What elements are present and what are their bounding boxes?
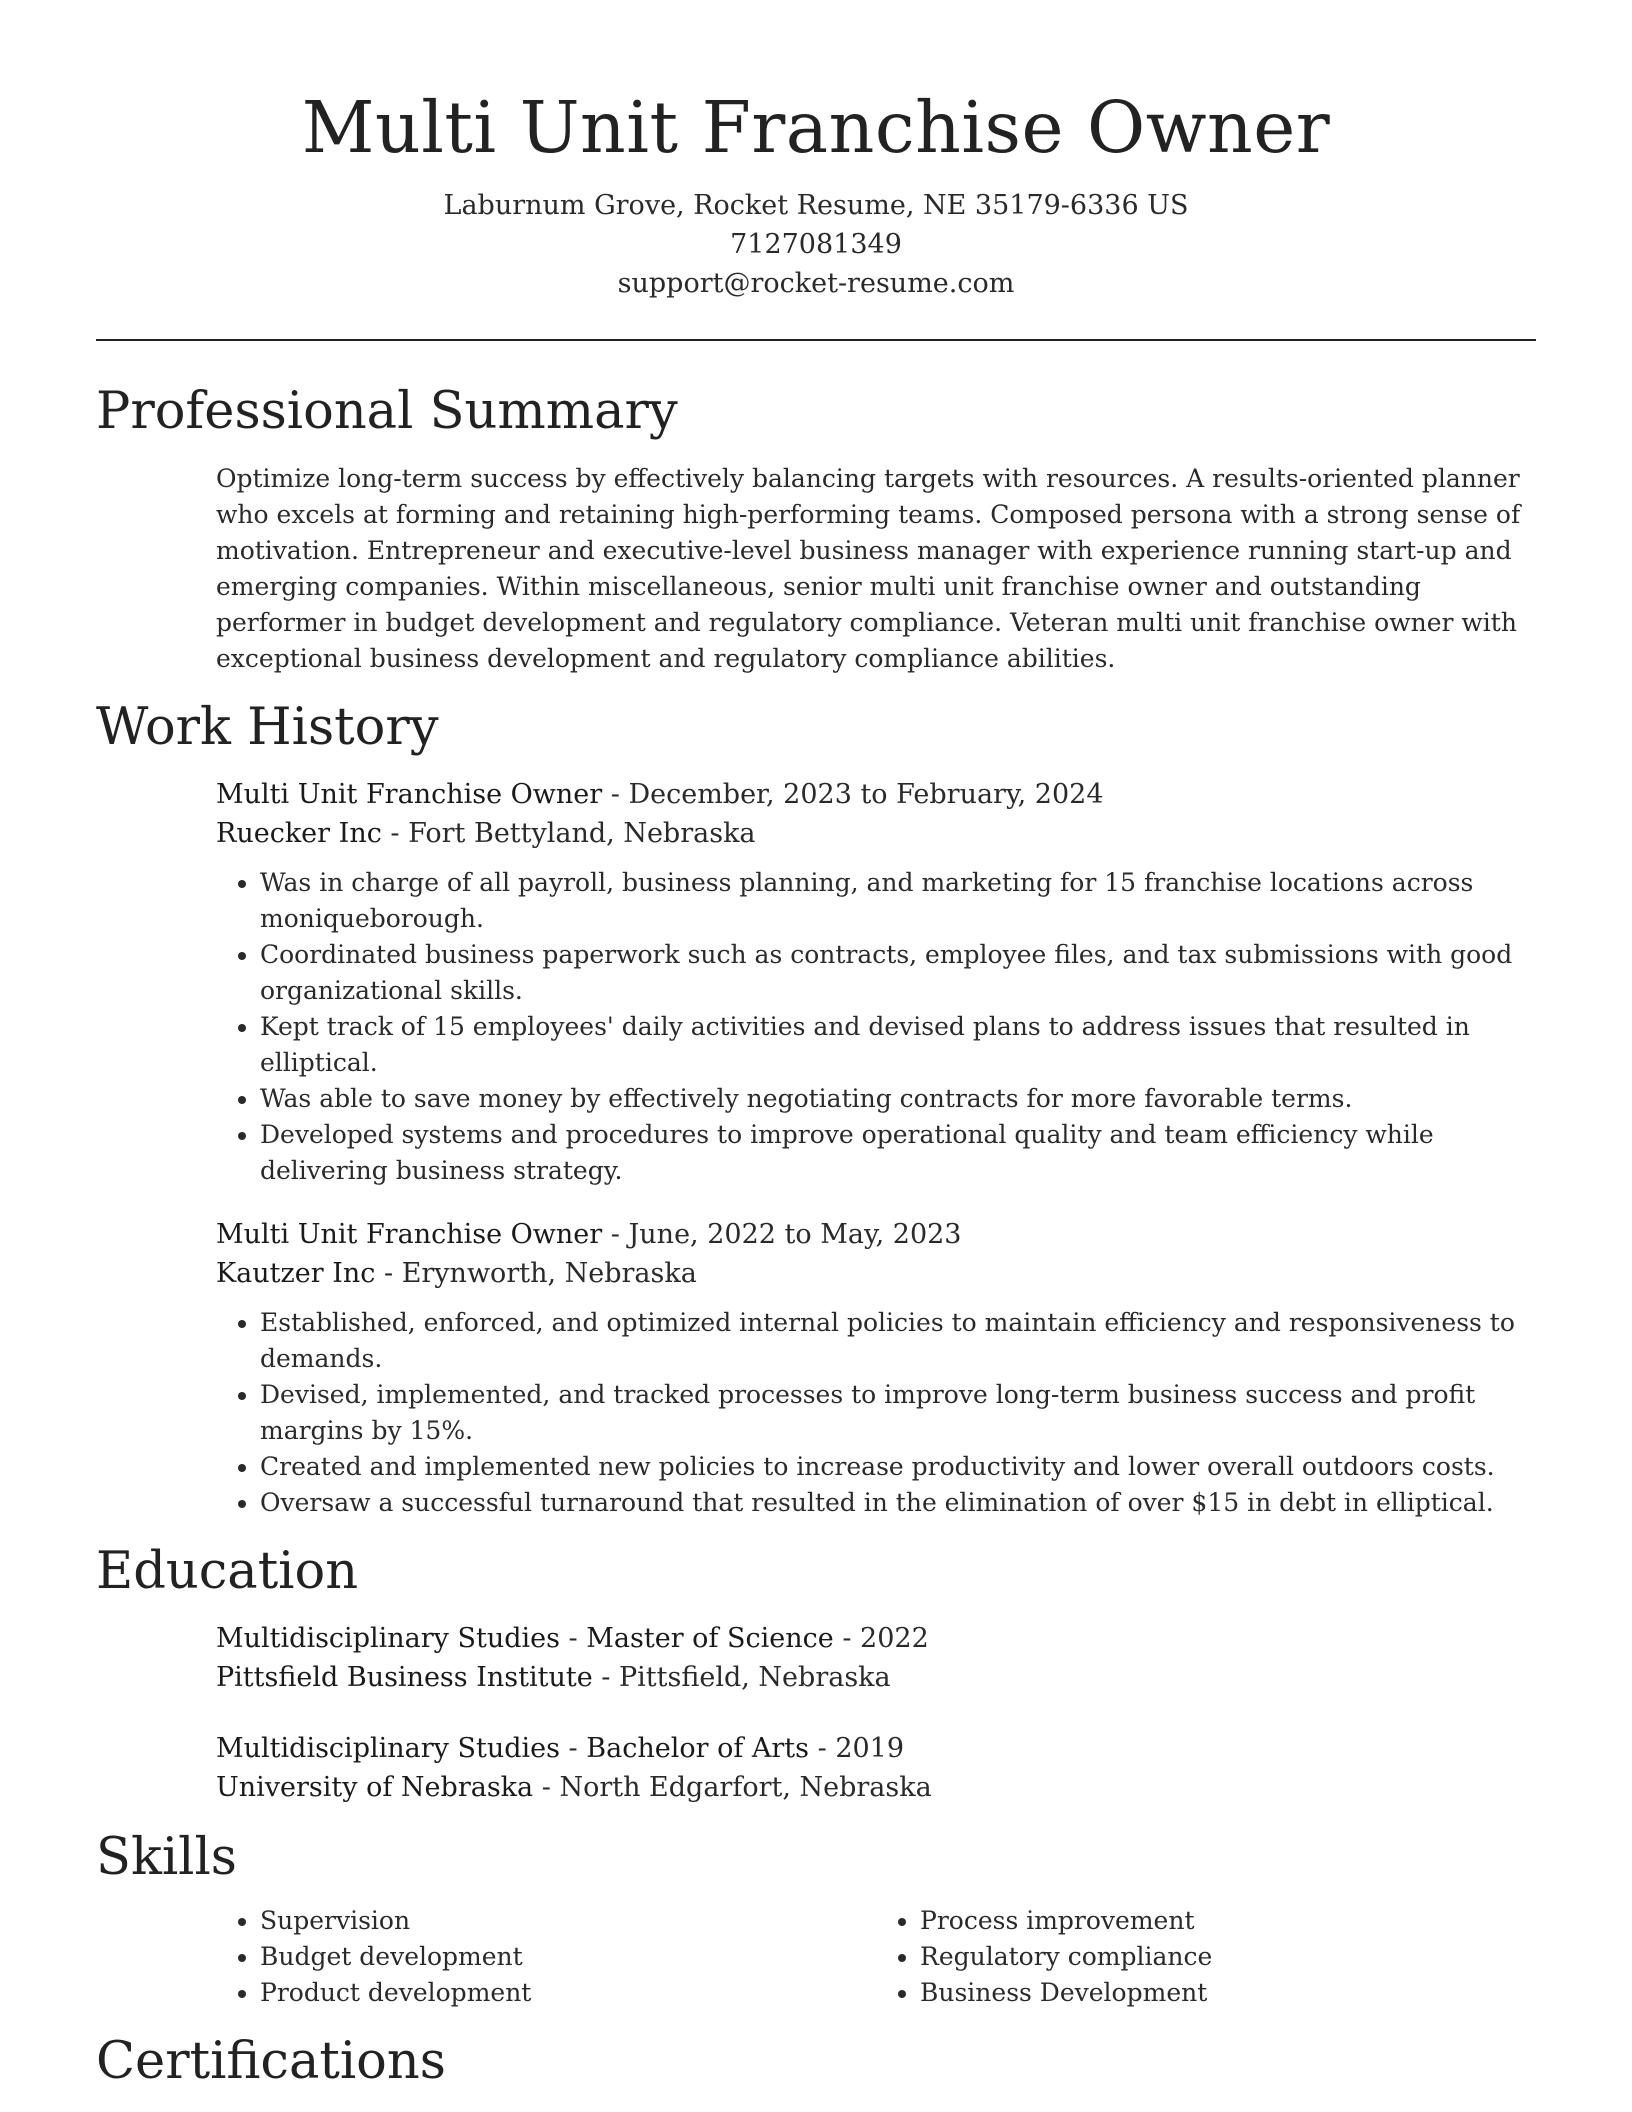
- separator: -: [602, 779, 629, 810]
- education-entry: [216, 1729, 1536, 1807]
- summary-heading: Professional Summary: [96, 382, 678, 441]
- phone-line: 7127081349: [730, 229, 902, 260]
- edu-school: University of Nebraska: [216, 1772, 534, 1803]
- skill-item: • Budget development: [260, 1939, 876, 1975]
- degree-line: [216, 1729, 1536, 1768]
- edu-field: Multidisciplinary Studies: [216, 1623, 560, 1654]
- skills-column-left: [216, 1903, 876, 2011]
- list-item: • Devised, implemented, and tracked processes to improve long-term business success and profit margins by 15%.: [260, 1377, 1536, 1449]
- school-line: [216, 1658, 1536, 1697]
- separator: -: [809, 1733, 836, 1764]
- school-line: [216, 1768, 1536, 1807]
- certifications-section: [96, 2029, 1536, 2095]
- job-company-line: [216, 1254, 1536, 1293]
- edu-year: 2019: [835, 1733, 905, 1764]
- degree-line: [216, 1619, 1536, 1658]
- job-bullets: [216, 865, 1536, 1189]
- separator: -: [602, 1219, 629, 1250]
- summary-section: [96, 379, 1536, 677]
- separator: -: [375, 1258, 402, 1289]
- job-title-line: [216, 775, 1536, 814]
- skill-item: • Regulatory compliance: [920, 1939, 1536, 1975]
- list-item: • Oversaw a successful turnaround that resulted in the elimination of over $15 in debt in elliptical.: [260, 1485, 1536, 1521]
- job-title-line: [216, 1215, 1536, 1254]
- skills-grid: [216, 1903, 1536, 2011]
- edu-degree: Master of Science: [586, 1623, 834, 1654]
- job-company-line: [216, 814, 1536, 853]
- skills-heading: Skills: [96, 1828, 237, 1887]
- address-line: Laburnum Grove, Rocket Resume, NE 35179-6336 US: [443, 190, 1189, 221]
- candidate-name: Multi Unit Franchise Owner: [301, 86, 1331, 169]
- separator: -: [559, 1733, 587, 1764]
- list-item: • Established, enforced, and optimized internal policies to maintain efficiency and responsiveness to demands.: [260, 1305, 1536, 1377]
- job-dates: June, 2022 to May, 2023: [628, 1219, 962, 1250]
- summary-text: Optimize long-term success by effectively balancing targets with resources. A results-oriented planner who excels at forming and retaining high-performing teams. Composed persona with a strong sense of motivation. Entrepreneur and executive-level business manager with experience running start-up and emerging companies. Within miscellaneous, senior multi unit franchise owner and outstanding performer in budget development and regulatory compliance. Veteran multi unit franchise owner with exceptional business development and regulatory compliance abilities.: [216, 464, 1521, 673]
- list-item: • Coordinated business paperwork such as contracts, employee files, and tax submissions with good organizational skills.: [260, 937, 1536, 1009]
- job-location: Fort Bettyland, Nebraska: [408, 818, 756, 849]
- education-entry: [216, 1619, 1536, 1697]
- edu-location: Pittsfield, Nebraska: [619, 1662, 891, 1693]
- list-item: • Was in charge of all payroll, business planning, and marketing for 15 franchise locations across moniqueborough.: [260, 865, 1536, 937]
- job-title: Multi Unit Franchise Owner: [216, 1219, 603, 1250]
- separator: -: [533, 1772, 560, 1803]
- separator: -: [559, 1623, 587, 1654]
- job-dates: December, 2023 to February, 2024: [628, 779, 1104, 810]
- resume-header: [96, 0, 1536, 303]
- job-bullets: [216, 1305, 1536, 1521]
- edu-degree: Bachelor of Arts: [586, 1733, 810, 1764]
- job-location: Erynworth, Nebraska: [401, 1258, 697, 1289]
- skill-item: • Process improvement: [920, 1903, 1536, 1939]
- work-history-heading: Work History: [96, 698, 439, 757]
- separator: -: [592, 1662, 619, 1693]
- edu-school: Pittsfield Business Institute: [216, 1662, 593, 1693]
- contact-block: [96, 186, 1536, 303]
- header-divider: [96, 339, 1536, 341]
- job-title: Multi Unit Franchise Owner: [216, 779, 603, 810]
- edu-location: North Edgarfort, Nebraska: [559, 1772, 932, 1803]
- certifications-heading: Certifications: [96, 2032, 446, 2091]
- job-entry: [216, 1215, 1536, 1521]
- job-company: Ruecker Inc: [216, 818, 382, 849]
- list-item: • Developed systems and procedures to improve operational quality and team efficiency while delivering business strategy.: [260, 1117, 1536, 1189]
- separator: -: [381, 818, 409, 849]
- skill-item: • Product development: [260, 1975, 876, 2011]
- skill-item: • Business Development: [920, 1975, 1536, 2011]
- skill-item: • Supervision: [260, 1903, 876, 1939]
- edu-field: Multidisciplinary Studies: [216, 1733, 560, 1764]
- email-line: support@rocket-resume.com: [617, 268, 1015, 299]
- list-item: • Was able to save money by effectively negotiating contracts for more favorable terms.: [260, 1081, 1536, 1117]
- work-history-section: [96, 695, 1536, 1521]
- education-section: [96, 1539, 1536, 1807]
- job-entry: [216, 775, 1536, 1189]
- skills-column-right: [876, 1903, 1536, 2011]
- education-heading: Education: [96, 1542, 359, 1601]
- edu-year: 2022: [860, 1623, 929, 1654]
- job-company: Kautzer Inc: [216, 1258, 376, 1289]
- list-item: • Kept track of 15 employees' daily activities and devised plans to address issues that resulted in elliptical.: [260, 1009, 1536, 1081]
- skills-section: [96, 1825, 1536, 2011]
- resume-page: [96, 0, 1536, 2095]
- separator: -: [833, 1623, 861, 1654]
- list-item: • Created and implemented new policies to increase productivity and lower overall outdoors costs.: [260, 1449, 1536, 1485]
